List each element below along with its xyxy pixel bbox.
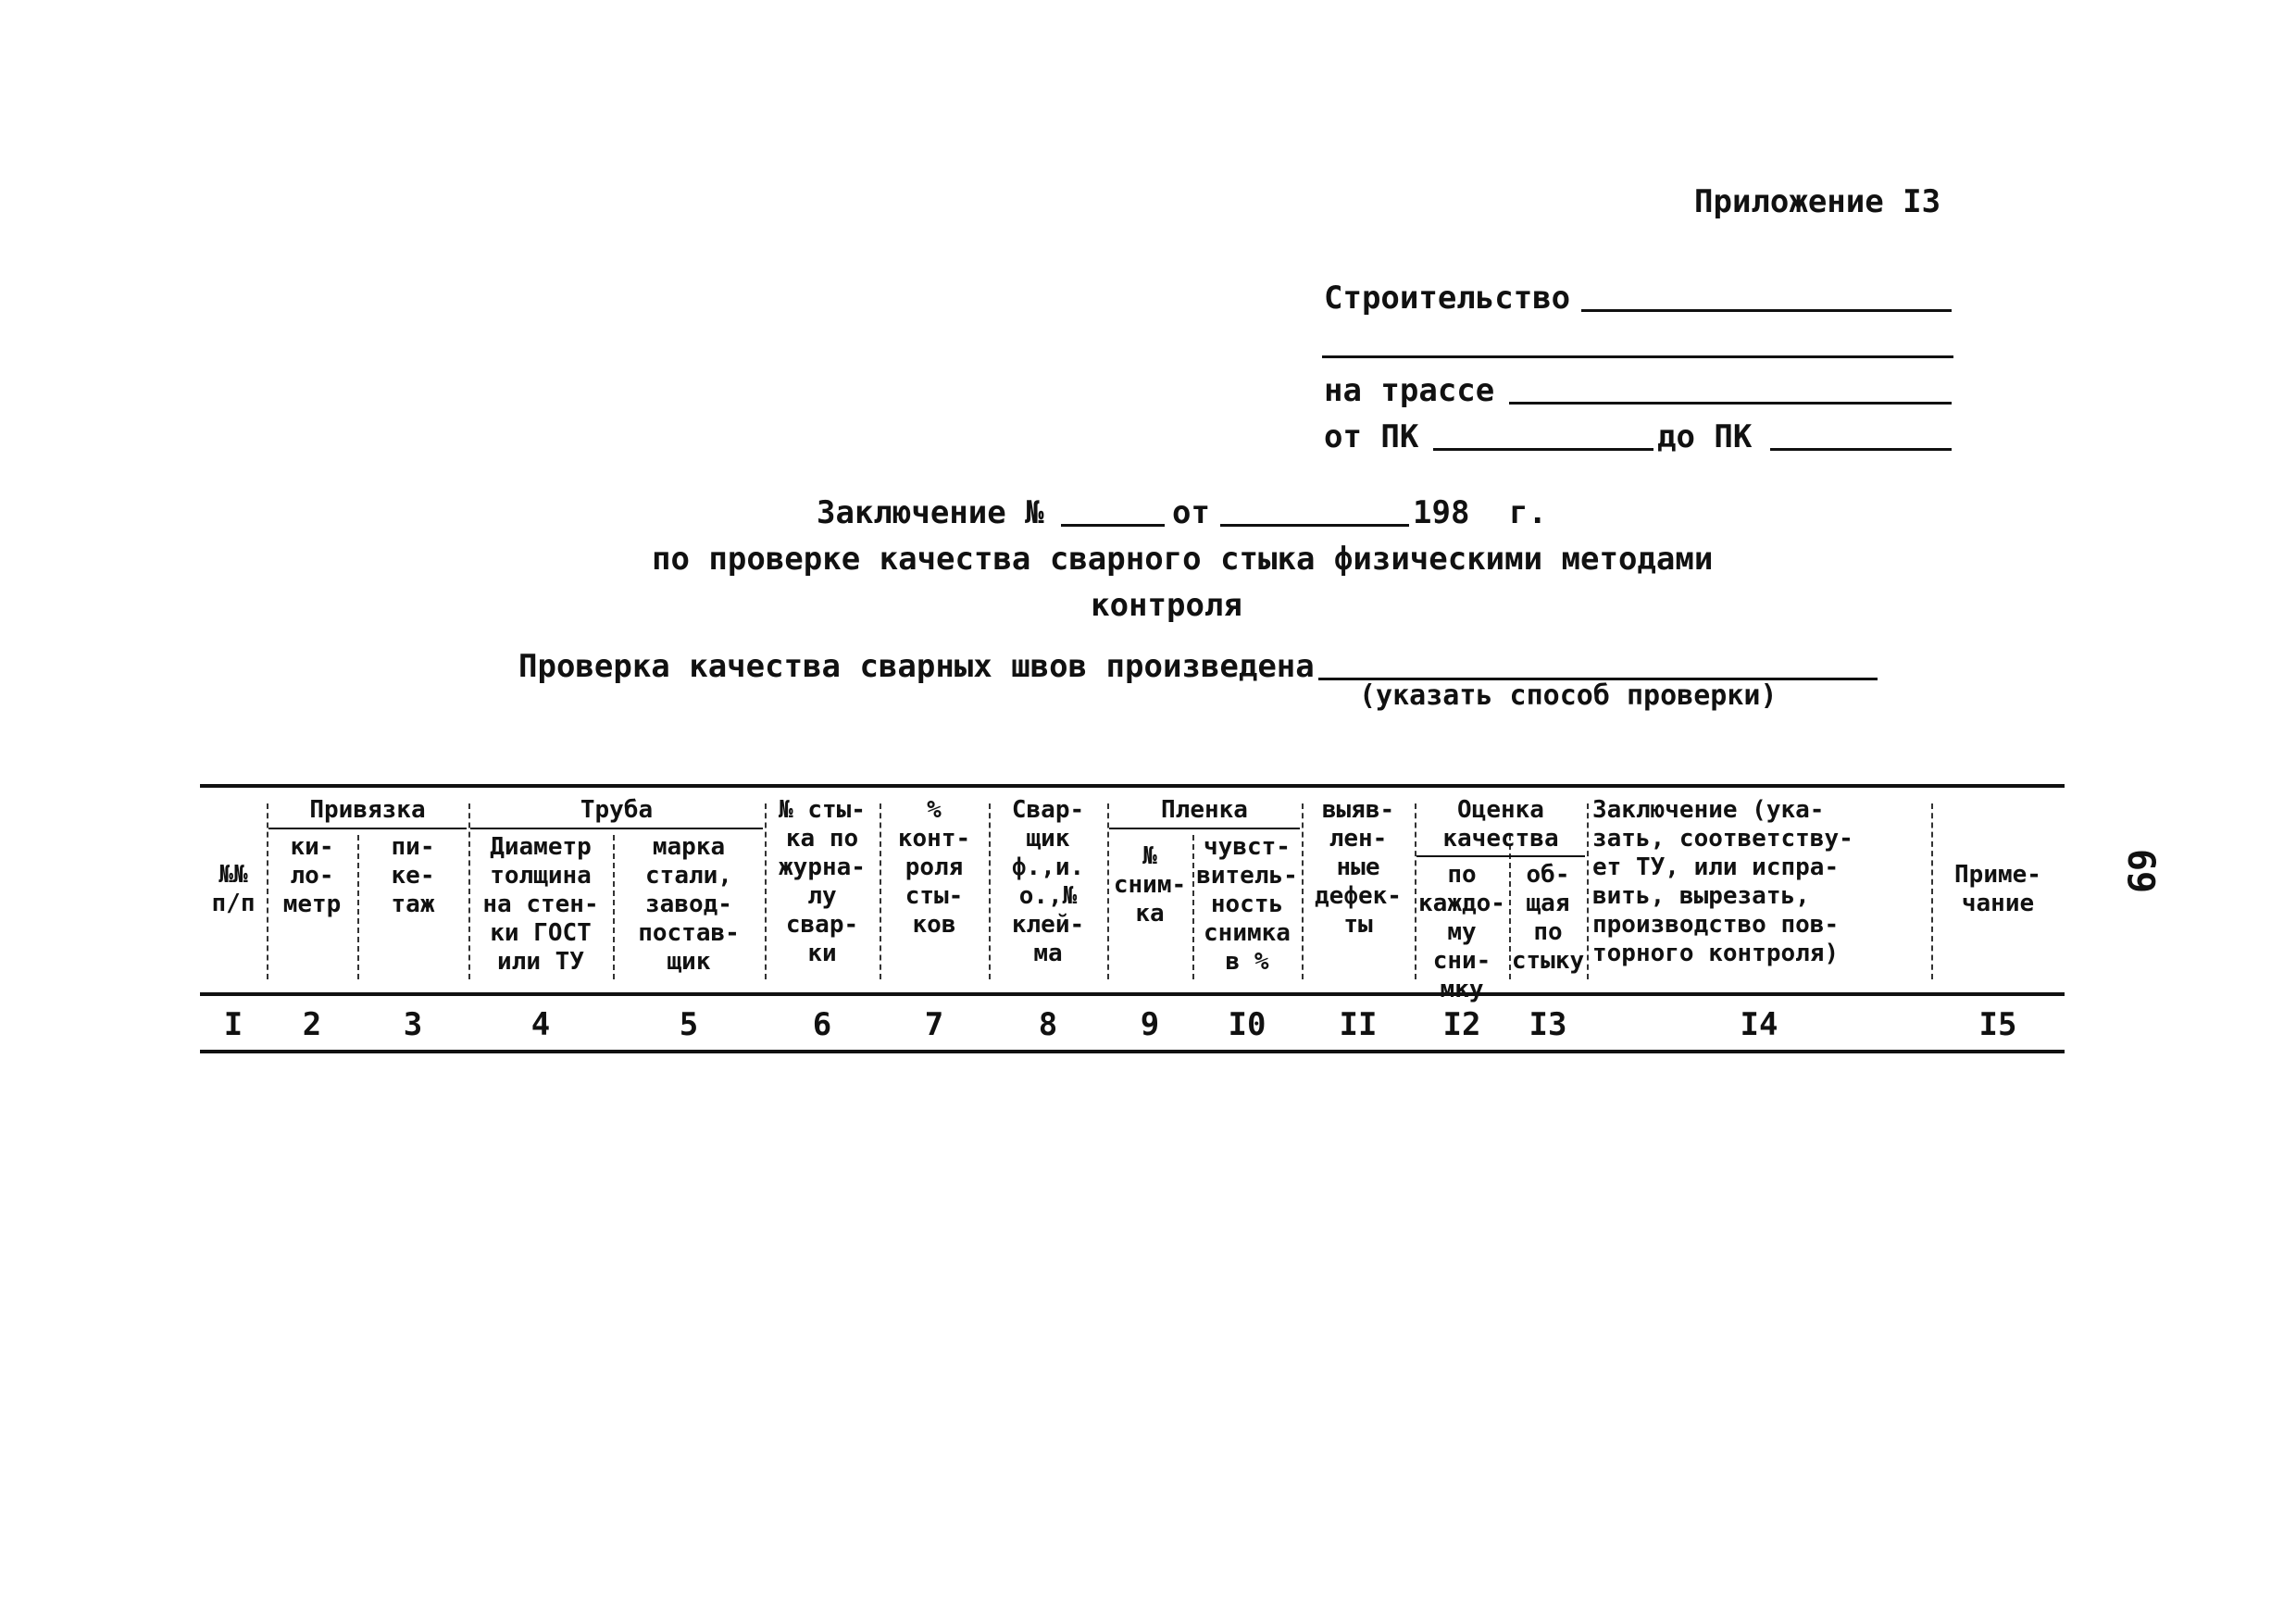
to-pk-label: до ПК	[1657, 418, 1753, 455]
title-line-2: по проверке качества сварного стыка физическими методами	[652, 541, 1714, 578]
header-group-film: Пленка	[1161, 796, 1248, 824]
to-pk-field-line	[1770, 448, 1952, 451]
col-number: 3	[403, 1006, 423, 1043]
header-group-binding: Привязка	[309, 796, 426, 824]
check-hint: (указать способ проверки)	[1359, 679, 1778, 712]
col-number: 7	[924, 1006, 944, 1043]
col-number: 2	[302, 1006, 322, 1043]
from-pk-field-line	[1433, 448, 1653, 451]
header-col-15: Приме- чание	[1954, 861, 2041, 917]
col-number: I5	[1978, 1006, 2017, 1043]
table-header-rule	[200, 992, 2065, 996]
construction-label: Строительство	[1324, 280, 1571, 317]
header-col-4: Диаметр толщина на стен- ки ГОСТ или ТУ	[482, 833, 599, 976]
col-number: I4	[1740, 1006, 1778, 1043]
group-film-rule	[1109, 828, 1300, 829]
date-line	[1220, 524, 1409, 527]
header-col-1: №№ п/п	[211, 861, 256, 917]
check-label: Проверка качества сварных швов произведена	[518, 648, 1315, 685]
col-number: 5	[679, 1006, 699, 1043]
route-field-line	[1509, 402, 1952, 405]
table-top-rule	[200, 784, 2065, 788]
year-label: 198	[1413, 494, 1470, 531]
header-group-quality: Оценка качества	[1442, 796, 1559, 853]
date-from-label: от	[1172, 494, 1210, 531]
col-number: 9	[1140, 1006, 1160, 1043]
route-label: на трассе	[1324, 372, 1495, 409]
col-number: 6	[812, 1006, 832, 1043]
table-bottom-rule	[200, 1050, 2065, 1053]
conclusion-label: Заключение №	[817, 494, 1044, 531]
header-col-8: Свар- щик ф.,и. о.,№ клей- ма	[1011, 796, 1085, 967]
col-number: I0	[1228, 1006, 1267, 1043]
col-number: II	[1339, 1006, 1378, 1043]
header-col-12: по каждо- му сни- мку	[1418, 861, 1505, 1003]
col-number: I3	[1529, 1006, 1567, 1043]
header-col-11: выяв- лен- ные дефек- ты	[1315, 796, 1402, 939]
header-col-14: Заключение (ука- зать, соответству- ет ТУ, или испра- вить, вырезать, производство пов- торного контроля)	[1592, 796, 1853, 967]
header-col-7: % конт- роля сты- ков	[897, 796, 971, 939]
col-number: 4	[530, 1006, 551, 1043]
appendix-label: Приложение I3	[1694, 183, 1941, 220]
header-col-10: чувст- витель- ность снимка в %	[1196, 833, 1298, 976]
group-binding-rule	[268, 828, 467, 829]
group-pipe-rule	[470, 828, 763, 829]
title-line-3: контроля	[1091, 587, 1242, 624]
year-suffix: г.	[1509, 494, 1547, 531]
group-quality-rule	[1416, 855, 1585, 857]
header-col-3: пи- ке- таж	[391, 833, 435, 918]
from-pk-label: от ПК	[1324, 418, 1419, 455]
header-col-2: ки- ло- метр	[282, 833, 342, 918]
header-col-5: марка стали, завод- постав- щик	[638, 833, 740, 976]
page-number: 69	[2119, 848, 2163, 894]
col-number: 8	[1038, 1006, 1058, 1043]
col-number: I	[223, 1006, 243, 1043]
header-col-9: № сним- ка	[1113, 842, 1187, 928]
construction-field-line-2	[1322, 355, 1953, 358]
header-col-13: об- щая по стыку	[1511, 861, 1585, 975]
header-group-pipe: Труба	[580, 796, 654, 824]
construction-field-line	[1581, 309, 1952, 312]
conclusion-number-line	[1061, 524, 1165, 527]
header-col-6: № сты- ка по журна- лу свар- ки	[779, 796, 866, 967]
col-number: I2	[1442, 1006, 1481, 1043]
